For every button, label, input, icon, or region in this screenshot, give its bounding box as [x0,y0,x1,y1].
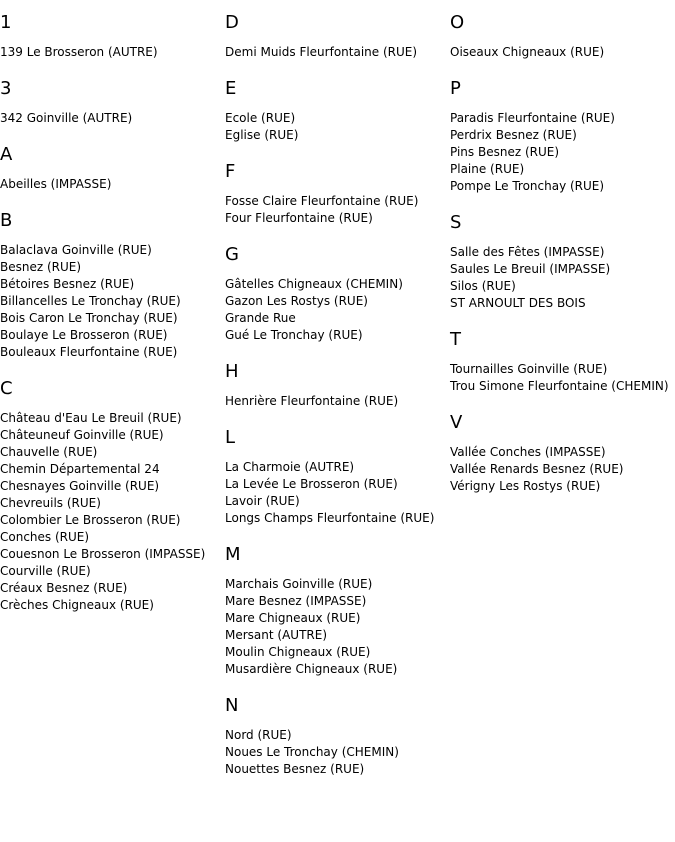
letter-section [0,144,222,193]
letter-heading: 1 [0,12,12,33]
street-entry: Musardière Chigneaux (RUE) [225,662,398,676]
letter-section [450,329,672,395]
street-entry: Mersant (AUTRE) [225,628,328,642]
letter-heading: T [450,329,461,350]
street-entry: Plaine (RUE) [450,162,525,176]
street-entry: Chauvelle (RUE) [0,445,98,459]
street-entry: Four Fleurfontaine (RUE) [225,211,373,225]
street-entry: Noues Le Tronchay (CHEMIN) [225,745,399,759]
letter-section [225,544,447,678]
street-entry: Silos (RUE) [450,279,516,293]
street-entry: Balaclava Goinville (RUE) [0,243,152,257]
street-entry: Saules Le Breuil (IMPASSE) [450,262,611,276]
street-entry: Colombier Le Brosseron (RUE) [0,513,181,527]
street-entry: Bétoires Besnez (RUE) [0,277,135,291]
letter-section [0,378,222,614]
street-entry: Boulaye Le Brosseron (RUE) [0,328,168,342]
street-entry: Trou Simone Fleurfontaine (CHEMIN) [450,379,669,393]
street-entry: Créaux Besnez (RUE) [0,581,128,595]
street-entry: Pompe Le Tronchay (RUE) [450,179,605,193]
street-entry: Courville (RUE) [0,564,91,578]
letter-section [450,12,672,61]
street-entry: Gâtelles Chigneaux (CHEMIN) [225,277,403,291]
letter-heading: E [225,78,237,99]
street-entry: Chemin Départemental 24 [0,462,160,476]
street-list [0,410,222,614]
index-column-2 [225,12,447,795]
street-entry: Gué Le Tronchay (RUE) [225,328,363,342]
street-entry: Crèches Chigneaux (RUE) [0,598,154,612]
street-entry: Vallée Renards Besnez (RUE) [450,462,624,476]
street-list [0,176,222,193]
street-entry: Chesnayes Goinville (RUE) [0,479,160,493]
street-entry: Vérigny Les Rostys (RUE) [450,479,601,493]
letter-heading: B [0,210,13,231]
street-entry: Pins Besnez (RUE) [450,145,560,159]
street-list [450,361,672,395]
street-entry: Gazon Les Rostys (RUE) [225,294,368,308]
street-list [225,110,447,144]
street-list [225,193,447,227]
street-list [0,110,222,127]
letter-section [225,361,447,410]
street-list [0,242,222,361]
street-entry: Vallée Conches (IMPASSE) [450,445,606,459]
street-entry: Eglise (RUE) [225,128,299,142]
letter-section [450,412,672,495]
street-entry: Châteuneuf Goinville (RUE) [0,428,164,442]
street-entry: Perdrix Besnez (RUE) [450,128,577,142]
street-list [225,44,447,61]
street-list [225,576,447,678]
letter-section [225,244,447,344]
street-entry: Henrière Fleurfontaine (RUE) [225,394,399,408]
street-list [225,727,447,778]
letter-section [225,12,447,61]
letter-heading: M [225,544,241,565]
street-entry: Chevreuils (RUE) [0,496,101,510]
letter-section [225,427,447,527]
street-list [225,276,447,344]
street-entry: Grande Rue [225,311,296,325]
index-column-1 [0,12,222,631]
street-entry: Abeilles (IMPASSE) [0,177,112,191]
letter-section [0,12,222,61]
street-entry: La Levée Le Brosseron (RUE) [225,477,398,491]
letter-heading: F [225,161,236,182]
street-entry: 342 Goinville (AUTRE) [0,111,133,125]
letter-heading: V [450,412,463,433]
street-entry: Besnez (RUE) [0,260,82,274]
street-entry: Moulin Chigneaux (RUE) [225,645,371,659]
letter-heading: H [225,361,239,382]
street-entry: Fosse Claire Fleurfontaine (RUE) [225,194,419,208]
letter-section [225,695,447,778]
street-list [225,393,447,410]
street-entry: Tournailles Goinville (RUE) [450,362,608,376]
street-entry: Conches (RUE) [0,530,90,544]
street-list [450,110,672,195]
street-entry: Couesnon Le Brosseron (IMPASSE) [0,547,206,561]
street-list [225,459,447,527]
letter-heading: O [450,12,465,33]
street-entry: Paradis Fleurfontaine (RUE) [450,111,615,125]
letter-section [450,212,672,312]
street-entry: Nouettes Besnez (RUE) [225,762,365,776]
letter-heading: C [0,378,13,399]
letter-heading: N [225,695,239,716]
street-entry: Mare Chigneaux (RUE) [225,611,361,625]
street-entry: Bouleaux Fleurfontaine (RUE) [0,345,178,359]
street-entry: Ecole (RUE) [225,111,296,125]
street-entry: Longs Champs Fleurfontaine (RUE) [225,511,435,525]
street-entry: Billancelles Le Tronchay (RUE) [0,294,181,308]
street-entry: ST ARNOULT DES BOIS [450,296,586,310]
street-entry: 139 Le Brosseron (AUTRE) [0,45,158,59]
letter-section [225,78,447,144]
letter-heading: A [0,144,13,165]
letter-heading: D [225,12,239,33]
street-entry: Château d'Eau Le Breuil (RUE) [0,411,182,425]
index-column-3 [450,12,672,512]
letter-section [0,210,222,361]
letter-heading: P [450,78,461,99]
letter-heading: G [225,244,239,265]
letter-heading: L [225,427,236,448]
street-entry: Mare Besnez (IMPASSE) [225,594,367,608]
letter-heading: S [450,212,462,233]
street-list [450,244,672,312]
letter-section [225,161,447,227]
street-entry: Lavoir (RUE) [225,494,300,508]
letter-section [0,78,222,127]
street-entry: Bois Caron Le Tronchay (RUE) [0,311,178,325]
street-list [450,444,672,495]
street-entry: Marchais Goinville (RUE) [225,577,373,591]
street-list [0,44,222,61]
letter-heading: 3 [0,78,12,99]
street-entry: Oiseaux Chigneaux (RUE) [450,45,605,59]
street-entry: La Charmoie (AUTRE) [225,460,355,474]
street-entry: Salle des Fêtes (IMPASSE) [450,245,605,259]
street-entry: Demi Muids Fleurfontaine (RUE) [225,45,418,59]
street-list [450,44,672,61]
letter-section [450,78,672,195]
street-entry: Nord (RUE) [225,728,292,742]
